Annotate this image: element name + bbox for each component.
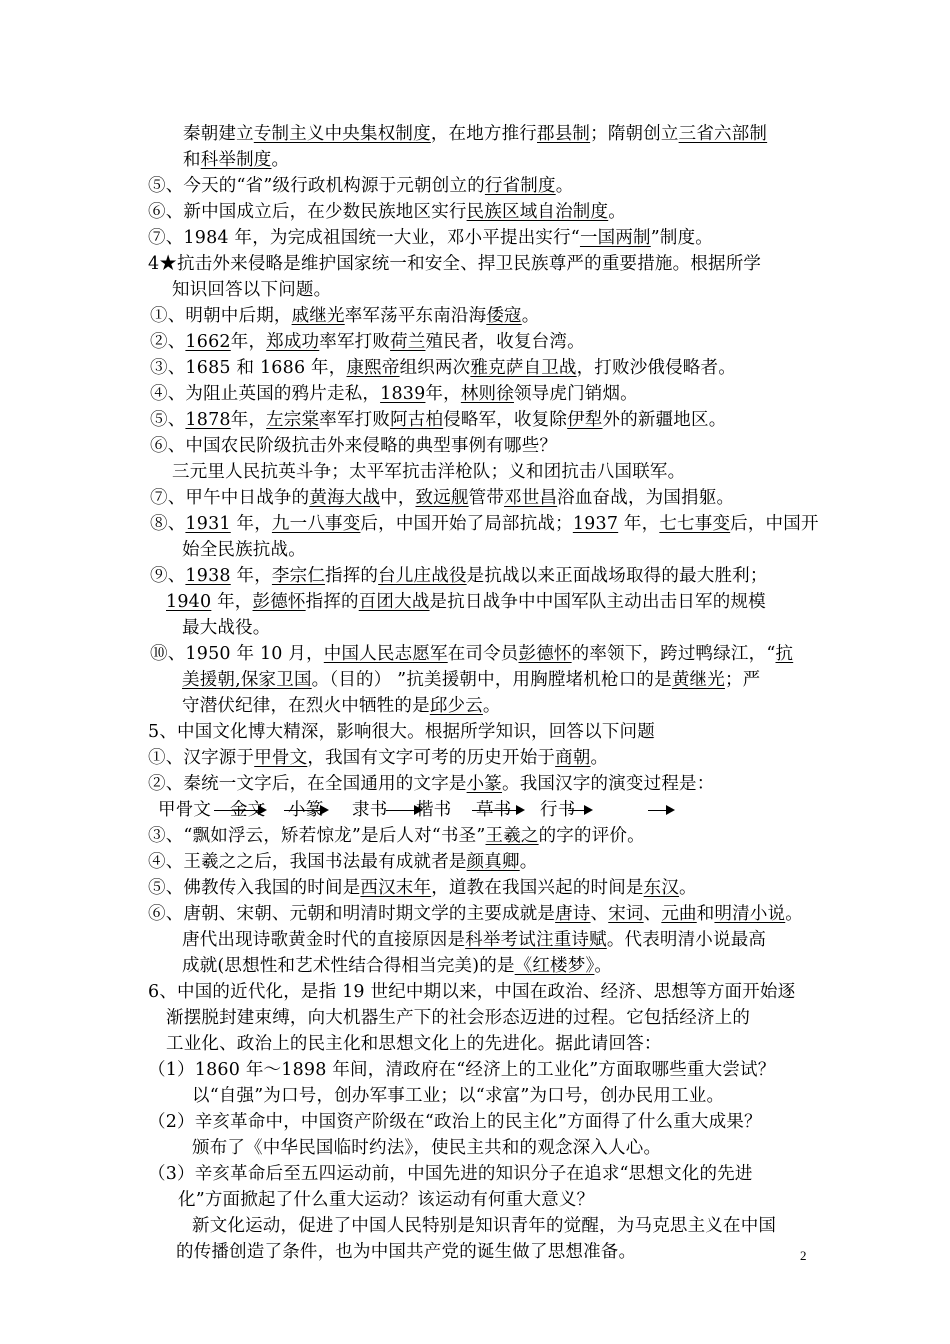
script-jiaguwen: 甲骨文 — [158, 800, 212, 820]
text-line: 成就(思想性和艺术性结合得相当完美)的是《红楼梦》。 — [182, 956, 613, 976]
text-line: 三元里人民抗英斗争；太平军抗击洋枪队；义和团抗击八国联军。 — [172, 462, 686, 482]
section-heading: 6、中国的近代化，是指 19 世纪中期以来，中国在政治、经济、思想等方面开始逐 — [148, 982, 796, 1002]
script-jinwen: 金文 — [230, 800, 266, 820]
answer-line: 以“自强”为口号，创办军事工业；以“求富”为口号，创办民用工业。 — [192, 1086, 725, 1106]
text-line: ②、秦统一文字后，在全国通用的文字是小篆。我国汉字的演变过程是： — [148, 774, 715, 794]
script-kaishu: 楷书 — [416, 800, 452, 820]
answer-line: 的传播创造了条件，也为中国共产党的诞生做了思想准备。 — [176, 1242, 637, 1262]
text-line: 1940 年，彭德怀指挥的百团大战是抗日战争中中国军队主动出击日军的规模 — [166, 592, 766, 612]
text-line: 守潜伏纪律，在烈火中牺牲的是邱少云。 — [182, 696, 501, 716]
text-line: 美援朝,保家卫国。（目的） ”抗美援朝中，用胸膛堵机枪口的是黄继光；严 — [182, 670, 761, 690]
arrow-right-icon — [258, 805, 267, 815]
text-line: ④、为阻止英国的鸦片走私，1839年，林则徐领导虎门销烟。 — [150, 384, 638, 404]
text-line: ⑥、唐朝、宋朝、元朝和明清时期文学的主要成就是唐诗、宋词、元曲和明清小说。 — [148, 904, 803, 924]
page-number: 2 — [800, 1248, 807, 1263]
text-line: ③、“飘如浮云，矫若惊龙”是后人对“书圣”王羲之的字的评价。 — [148, 826, 645, 846]
text-line: ⑤、1878年，左宗棠率军打败阿古柏侵略军，收复除伊犁外的新疆地区。 — [150, 410, 727, 430]
arrow-right-icon — [584, 805, 593, 815]
text-line: ①、汉字源于甲骨文，我国有文字可考的历史开始于商朝。 — [148, 748, 609, 768]
text-line: ⑧、1931 年，九一八事变后，中国开始了局部抗战；1937 年，七七事变后，中国开 — [150, 514, 819, 534]
text-line: ⑥、新中国成立后，在少数民族地区实行民族区域自治制度。 — [148, 202, 626, 222]
arrow-line — [284, 810, 320, 811]
text-line: ⑦、1984 年，为完成祖国统一大业，邓小平提出实行“一国两制”制度。 — [148, 228, 714, 248]
text-line: ②、1662年，郑成功率军打败荷兰殖民者，收复台湾。 — [150, 332, 585, 352]
text-line: ⑩、1950 年 10 月，中国人民志愿军在司令员彭德怀的率领下，跨过鸭绿江，“抗 — [150, 644, 794, 664]
arrow-line — [214, 810, 258, 811]
text-line: ④、王羲之之后，我国书法最有成就者是颜真卿。 — [148, 852, 538, 872]
text-line: ⑦、甲午中日战争的黄海大战中，致远舰管带邓世昌浴血奋战，为国捐躯。 — [150, 488, 735, 508]
arrow-right-icon — [320, 805, 329, 815]
question-line: （3）辛亥革命后至五四运动前，中国先进的知识分子在追求“思想文化的先进 — [148, 1164, 753, 1184]
script-xiaozhuan: 小篆 — [288, 800, 324, 820]
question-line: 化”方面掀起了什么重大运动？该运动有何重大意义？ — [178, 1190, 595, 1210]
answer-line: 颁布了《中华民国临时约法》，使民主共和的观念深入人心。 — [192, 1138, 662, 1158]
answer-line: 新文化运动，促进了中国人民特别是知识青年的觉醒，为马克思主义在中国 — [192, 1216, 777, 1236]
text-line: 始全民族抗战。 — [182, 540, 306, 560]
arrow-right-icon — [666, 805, 675, 815]
text-line: ⑤、佛教传入我国的时间是西汉末年，道教在我国兴起的时间是东汉。 — [148, 878, 697, 898]
arrow-line — [648, 810, 666, 811]
arrow-line — [568, 810, 584, 811]
text-line: 渐摆脱封建束缚，向大机器生产下的社会形态迈进的过程。它包括经济上的 — [166, 1008, 751, 1028]
section-heading: 5、中国文化博大精深，影响很大。根据所学知识，回答以下问题 — [148, 722, 655, 742]
text-line: 工业化、政治上的民主化和思想文化上的先进化。据此请回答： — [166, 1034, 662, 1054]
text-line: 知识回答以下问题。 — [172, 280, 332, 300]
script-lishu: 隶书 — [352, 800, 388, 820]
script-xingshu: 行书 — [540, 800, 576, 820]
arrow-line — [472, 810, 516, 811]
text-line: 和科举制度。 — [183, 150, 290, 170]
text-line: ③、1685 和 1686 年，康熙帝组织两次雅克萨自卫战，打败沙俄侵略者。 — [150, 358, 736, 378]
arrow-line — [386, 810, 414, 811]
text-line: 秦朝建立专制主义中央集权制度，在地方推行郡县制；隋朝创立三省六部制 — [183, 124, 768, 144]
arrow-right-icon — [414, 805, 423, 815]
text-line: 最大战役。 — [182, 618, 271, 638]
section-heading: 4★抗击外来侵略是维护国家统一和安全、捍卫民族尊严的重要措施。根据所学 — [148, 254, 762, 274]
script-caoshu: 草书 — [476, 800, 512, 820]
question-line: （2）辛亥革命中，中国资产阶级在“政治上的民主化”方面得了什么重大成果？ — [148, 1112, 762, 1132]
question-line: （1）1860 年～1898 年间，清政府在“经济上的工业化”方面取哪些重大尝试？ — [148, 1060, 776, 1080]
arrow-right-icon — [516, 805, 525, 815]
text-line: ⑨、1938 年，李宗仁指挥的台儿庄战役是抗战以来正面战场取得的最大胜利； — [150, 566, 768, 586]
text-line: 唐代出现诗歌黄金时代的直接原因是科举考试注重诗赋。代表明清小说最高 — [182, 930, 767, 950]
text-line: ⑤、今天的“省”级行政机构源于元朝创立的行省制度。 — [148, 176, 574, 196]
text-line: ⑥、中国农民阶级抗击外来侵略的典型事例有哪些？ — [150, 436, 558, 456]
text-line: ①、明朝中后期，戚继光率军荡平东南沿海倭寇。 — [150, 306, 540, 326]
